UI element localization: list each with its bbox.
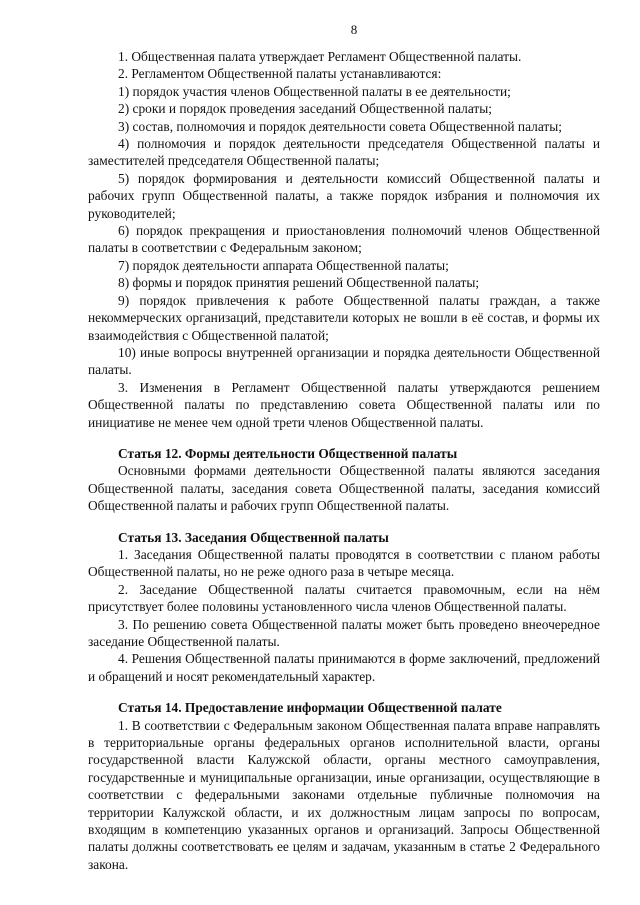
paragraph: 3. Изменения в Регламент Общественной палаты утверждаются решением Общественной палаты по представлению совета Общественной палаты или по инициативе не менее чем одной трети членов Общественной палаты.	[88, 379, 600, 430]
article-12-heading: Статья 12. Формы деятельности Общественной палаты	[118, 445, 458, 461]
paragraph: 3. По решению совета Общественной палаты может быть проведено внеочередное заседание Общественной палаты.	[88, 616, 600, 649]
article-13-heading: Статья 13. Заседания Общественной палаты	[118, 529, 389, 545]
section-11-text	[88, 48, 600, 431]
paragraph: 1) порядок участия членов Общественной палаты в ее деятельности;	[118, 83, 511, 99]
paragraph: 2) сроки и порядок проведения заседаний Общественной палаты;	[118, 101, 492, 117]
paragraph: 5) порядок формирования и деятельности комиссий Общественной палаты и рабочих групп Общественной палаты, а также порядок избрания и полномочия их руководителей;	[88, 170, 600, 221]
paragraph: 10) иные вопросы внутренней организации и порядка деятельности Общественной палаты.	[88, 344, 600, 378]
paragraph: 7) порядок деятельности аппарата Общественной палаты;	[118, 257, 449, 273]
paragraph: 4. Решения Общественной палаты принимаются в форме заключений, предложений и обращений и носят рекомендательный характер.	[88, 651, 600, 684]
paragraph: 2. Регламентом Общественной палаты устанавливаются:	[118, 66, 442, 82]
article-14-text	[88, 717, 600, 874]
page-number: 8	[350, 22, 358, 37]
paragraph: 2. Заседание Общественной палаты считается правомочным, если на нём присутствует более половины установленного числа членов Общественной палаты.	[88, 581, 600, 615]
paragraph: Основными формами деятельности Общественной палаты являются заседания Общественной палаты, заседания совета Общественной палаты, заседания комиссий Общественной палаты и рабочих групп Общественной палаты.	[88, 463, 600, 514]
paragraph: 3) состав, полномочия и порядок деятельности совета Общественной палаты;	[118, 118, 562, 134]
paragraph: 8) формы и порядок принятия решений Общественной палаты;	[118, 275, 480, 291]
article-13-text	[88, 546, 600, 685]
paragraph: 4) полномочия и порядок деятельности председателя Общественной палаты и заместителей председателя Общественной палаты;	[88, 136, 600, 169]
paragraph: 1. Общественная палата утверждает Регламент Общественной палаты.	[118, 49, 522, 64]
paragraph: 1. В соответствии с Федеральным законом Общественная палата вправе направлять в территориальные органы федеральных органов исполнительной власти, органы государственной власти Калужской области, органы местного самоуправления, государственные и муниципальные организации, иные организации, осуществляющие в соответствии с федеральными законами отдельные публичные полномочия на территории Калужской области, и их должностным лицам запросы по вопросам, входящим в компетенцию указанных органов и организаций. Запросы Общественной палаты должны соответствовать ее целям и задачам, указанным в статье 2 Федерального закона.	[88, 717, 600, 872]
article-12-text	[88, 462, 600, 514]
paragraph: 6) порядок прекращения и приостановления полномочий членов Общественной палаты в соответствии с Федеральным законом;	[88, 223, 600, 256]
article-14-heading: Статья 14. Предоставление информации Общественной палате	[118, 700, 502, 716]
paragraph: 9) порядок привлечения к работе Общественной палаты граждан, а также некоммерческих организаций, представители которых не вошли в её состав, и формы их взаимодействия с Общественной палатой;	[88, 292, 600, 343]
paragraph: 1. Заседания Общественной палаты проводятся в соответствии с планом работы Общественной палаты, но не реже одного раза в четыре месяца.	[88, 546, 600, 580]
